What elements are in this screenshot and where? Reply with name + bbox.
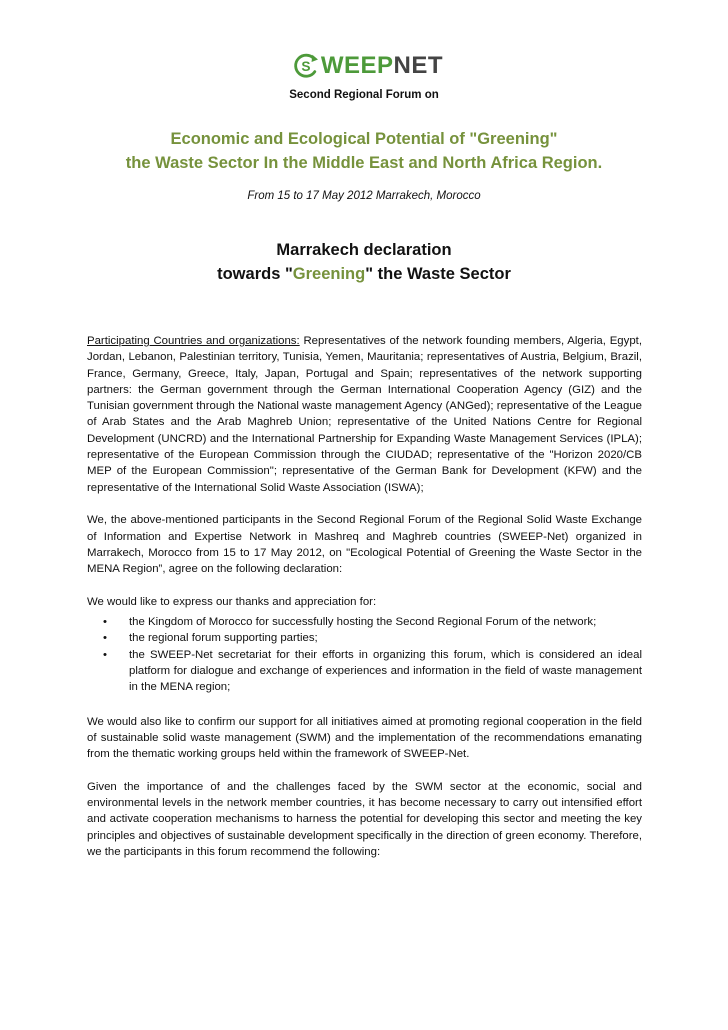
- forum-title-line-2: the Waste Sector In the Middle East and North Africa Region.: [125, 154, 603, 172]
- thanks-intro: We would like to express our thanks and appreciation for:: [87, 595, 377, 608]
- declaration-heading-line-2: [0, 262, 728, 286]
- logo-word-sweep: WEEP: [320, 52, 394, 79]
- logo-letter-s: S: [301, 58, 311, 74]
- participants-label: Participating Countries and organizations:: [87, 335, 300, 347]
- forum-title: [0, 127, 728, 175]
- declaration-heading-suffix: " the Waste Sector: [365, 265, 511, 283]
- list-item-text: the SWEEP-Net secretariat for their efforts in organizing this forum, which is considered an ideal platform for dialogue and exchange of experiences and information in the field of waste management in the MENA region;: [129, 648, 642, 694]
- declaration-heading: [0, 238, 728, 286]
- declaration-heading-greening: Greening: [292, 265, 366, 283]
- forum-subtitle: Second Regional Forum on: [289, 89, 439, 101]
- logo-wordmark: [321, 54, 443, 78]
- agreement-paragraph: We, the above-mentioned participants in the Second Regional Forum of the Regional Solid Waste Exchange of Information and Expertise Network in Mashreq and Maghreb countries (SWEEP-Net) organized in Marrakech, Morocco from 15 to 17 May 2012, on "Ecological Potential of Greening the Waste Sector in the MENA Region”, agree on the following declaration:: [87, 514, 642, 576]
- thanks-list: [87, 614, 642, 695]
- declaration-heading-prefix: towards ": [217, 265, 293, 283]
- recommendation-paragraph: Given the importance of and the challenges faced by the SWM sector at the economic, social and environmental levels in the network member countries, it has become necessary to carry out intensified effort and activate cooperation mechanisms to harness the potential for developing this sector and meeting the key principles and objectives of sustainable development specifically in the direction of green economy. Therefore, we the participants in this forum recommend the following:: [87, 780, 642, 858]
- list-item-text: the Kingdom of Morocco for successfully hosting the Second Regional Forum of the network;: [129, 616, 597, 629]
- participants-text: Representatives of the network founding members, Algeria, Egypt, Jordan, Lebanon, Palestinian territory, Tunisia, Yemen, Mauritania; representatives of Austria, Belgium, Brazil, France, Germany, Greece, Italy, Japan, Portugal and Spain; representatives of the network supporting partners: the German government through the German International Cooperation Agency (GIZ) and the Tunisian government through the National waste management Agency (ANGed); representative of the League of Arab States and the Arab Maghreb Union; representative of the United Nations Centre for Regional Development (UNCRD) and the International Partnership for Expanding Waste Management Services (IPLA); representative of the European Commission through the CIUDAD; representative of the "Horizon 2020/CB MEP of the European Commission"; representative of the German Bank for Development (KFW) and the representative of the International Solid Waste Association (ISWA);: [87, 335, 642, 494]
- list-item: [87, 614, 642, 630]
- sweepnet-logo: [293, 46, 443, 86]
- logo-word-net: NET: [393, 52, 443, 79]
- bullet-icon: •: [103, 616, 107, 629]
- declaration-heading-line-1: Marrakech declaration: [276, 241, 452, 259]
- forum-dates: From 15 to 17 May 2012 Marrakech, Morocco: [247, 190, 481, 202]
- bullet-icon: •: [103, 648, 107, 661]
- list-item: [87, 630, 642, 646]
- support-paragraph: We would also like to confirm our support for all initiatives aimed at promoting regional cooperation in the field of sustainable solid waste management (SWM) and the implementation of the recommendations emanating from the thematic working groups held within the framework of SWEEP-Net.: [87, 715, 642, 761]
- participants-paragraph: [87, 333, 642, 496]
- list-item: [87, 647, 642, 696]
- declaration-body: [87, 333, 642, 877]
- logo-circle-icon: [293, 49, 319, 83]
- bullet-icon: •: [103, 632, 107, 645]
- list-item-text: the regional forum supporting parties;: [129, 632, 318, 645]
- forum-title-line-1: Economic and Ecological Potential of "Greening": [170, 130, 558, 148]
